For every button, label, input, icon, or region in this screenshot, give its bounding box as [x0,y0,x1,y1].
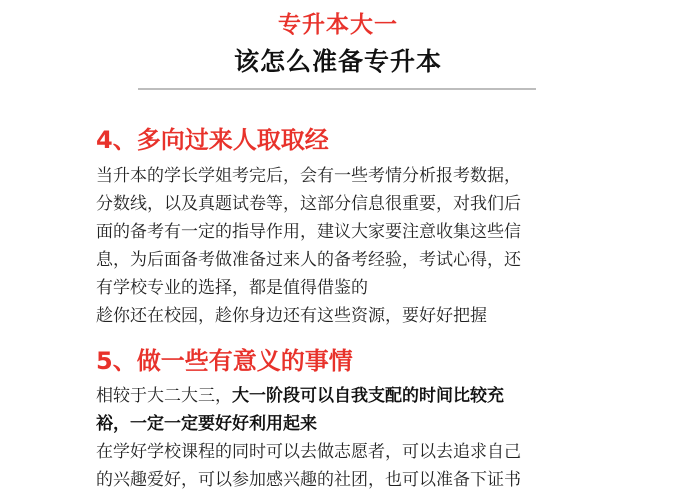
section-5-line-1 [96,382,566,410]
section-4-line-6: 趁你还在校园，趁你身边还有这些资源，要好好把握 [96,306,487,326]
title-top: 专升本大一 [278,12,398,38]
section-5-line-1-prefix: 相较于大二大三， [96,386,232,406]
section-4-line-3: 面的备考有一定的指导作用，建议大家要注意收集这些信 [96,222,521,242]
section-4-line-5: 有学校专业的选择，都是值得借鉴的 [96,278,368,298]
title-divider [138,88,536,90]
section-5-line-1-bold: 大一阶段可以自我支配的时间比较充 [232,386,504,406]
section-4-line-2: 分数线，以及真题试卷等，这部分信息很重要，对我们后 [96,194,521,214]
section-4-heading: 4、多向过来人取取经 [96,126,329,154]
section-5-line-3: 在学好学校课程的同时可以去做志愿者，可以去追求自己 [96,442,521,462]
section-4-line-1: 当升本的学长学姐考完后，会有一些考情分析报考数据， [96,166,521,186]
section-4-line-4: 息，为后面备考做准备过来人的备考经验，考试心得，还 [96,250,521,270]
section-5-heading: 5、做一些有意义的事情 [96,347,353,375]
section-5-line-4: 的兴趣爱好，可以参加感兴趣的社团，也可以准备下证书 [96,470,521,490]
section-4-body [96,162,566,330]
section-5-line-2: 裕，一定一定要好好利用起来 [96,414,317,434]
section-5-body [96,382,566,494]
title-main: 该怎么准备专升本 [233,47,442,76]
